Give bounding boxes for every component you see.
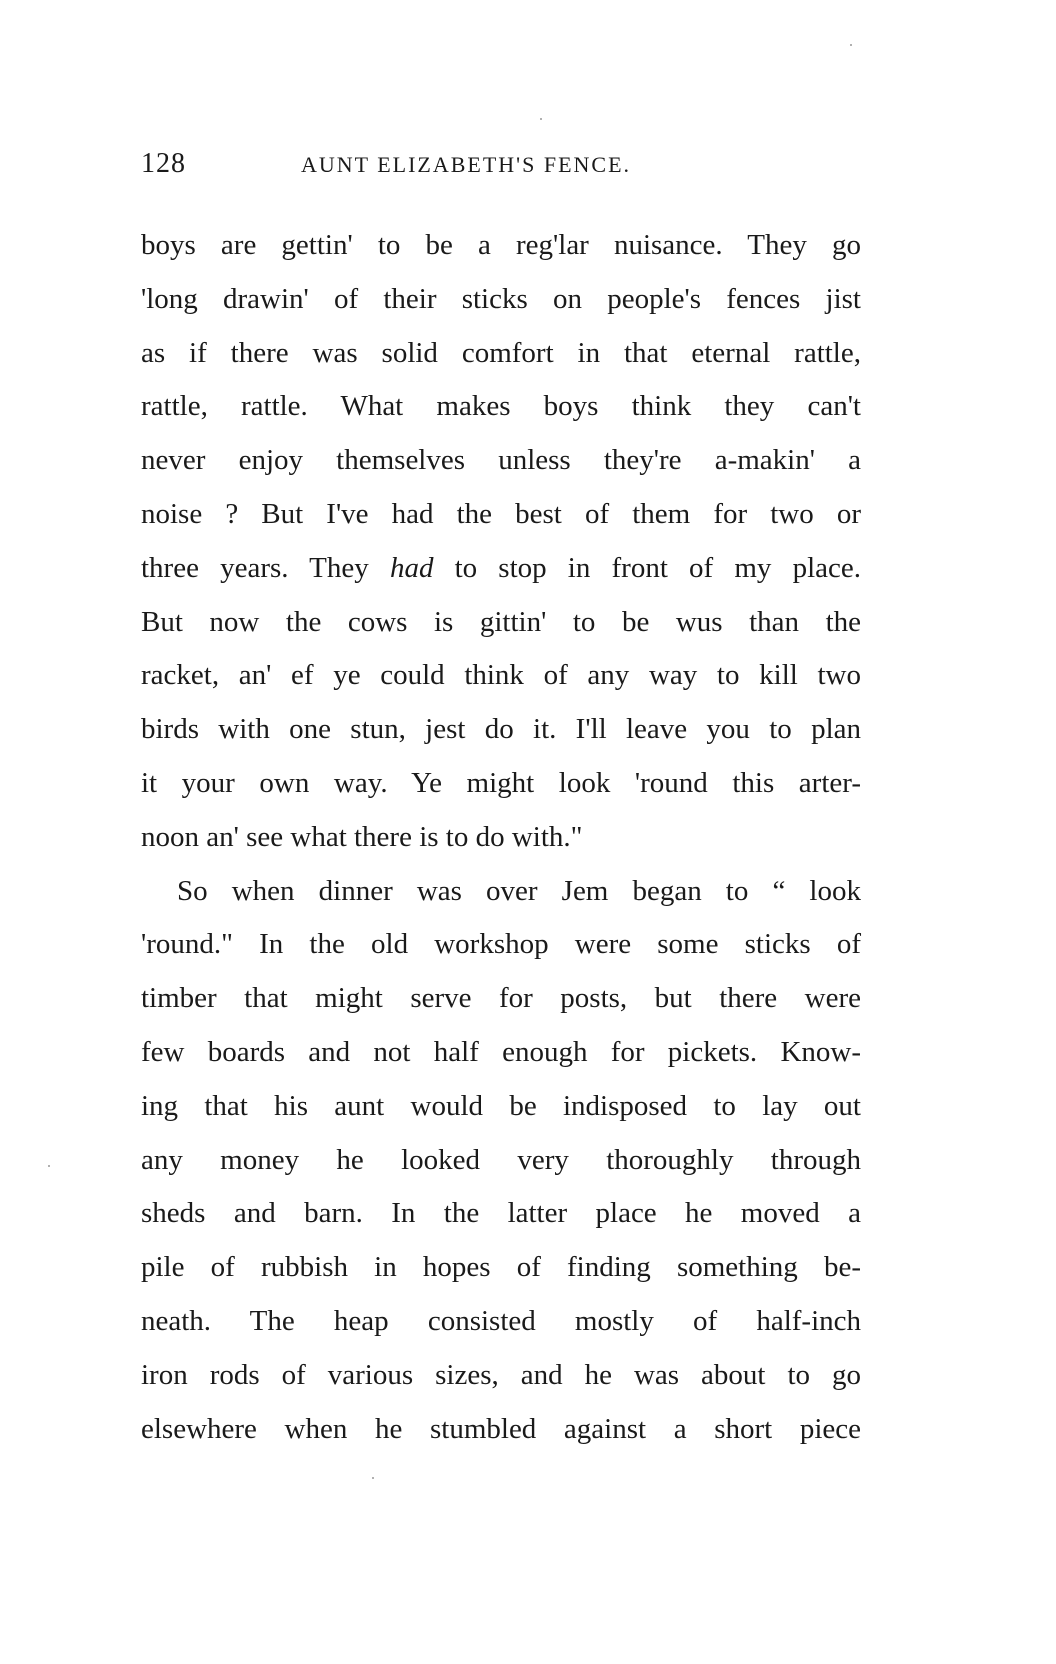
- text-line: any money he looked very thoroughly through: [141, 1143, 861, 1176]
- paper-speck: [48, 1165, 50, 1167]
- text-line: rattle, rattle. What makes boys think they can't: [141, 390, 861, 423]
- text-line-with-italic: [141, 542, 861, 596]
- text-line: 'long drawin' of their sticks on people's fences jist: [141, 282, 861, 315]
- text-line: noon an' see what there is to do with.": [141, 820, 583, 853]
- text-line: So when dinner was over Jem began to “ look: [177, 874, 861, 907]
- text-line: pile of rubbish in hopes of finding something be-: [141, 1251, 861, 1284]
- page-number: 128: [141, 148, 186, 179]
- text-line: elsewhere when he stumbled against a short piece: [141, 1412, 861, 1445]
- text-line: neath. The heap consisted mostly of half-inch: [141, 1304, 861, 1337]
- body-text: [141, 219, 861, 1456]
- text-line: boys are gettin' to be a reg'lar nuisance. They go: [141, 229, 861, 261]
- text-line: never enjoy themselves unless they're a-makin' a: [141, 444, 861, 477]
- text-line: as if there was solid comfort in that eternal rattle,: [141, 336, 861, 369]
- text-line: But now the cows is gittin' to be wus than the: [141, 605, 861, 638]
- text-line: racket, an' ef ye could think of any way to kill two: [141, 659, 861, 692]
- text-line: ing that his aunt would be indisposed to lay out: [141, 1089, 861, 1122]
- paper-speck: [850, 44, 852, 46]
- text-line: iron rods of various sizes, and he was about to go: [141, 1358, 861, 1391]
- text-line: noise ? But I've had the best of them for two or: [141, 497, 861, 530]
- text-line: it your own way. Ye might look 'round this arter-: [141, 766, 861, 799]
- text-line: birds with one stun, jest do it. I'll leave you to plan: [141, 713, 861, 746]
- text-line: sheds and barn. In the latter place he moved a: [141, 1197, 861, 1230]
- text-line: few boards and not half enough for pickets. Know-: [141, 1035, 861, 1068]
- italic-run-after: to stop in front of my place.: [433, 551, 861, 584]
- italic-run-before: three years. They: [141, 551, 390, 584]
- italic-word: had: [389, 551, 434, 584]
- text-line: timber that might serve for posts, but there were: [141, 982, 861, 1015]
- page-header: [141, 148, 861, 188]
- text-line: 'round." In the old workshop were some sticks of: [141, 928, 861, 961]
- running-title: AUNT ELIZABETH'S FENCE.: [301, 152, 632, 177]
- paper-speck: [372, 1477, 374, 1479]
- paper-speck: [540, 118, 542, 120]
